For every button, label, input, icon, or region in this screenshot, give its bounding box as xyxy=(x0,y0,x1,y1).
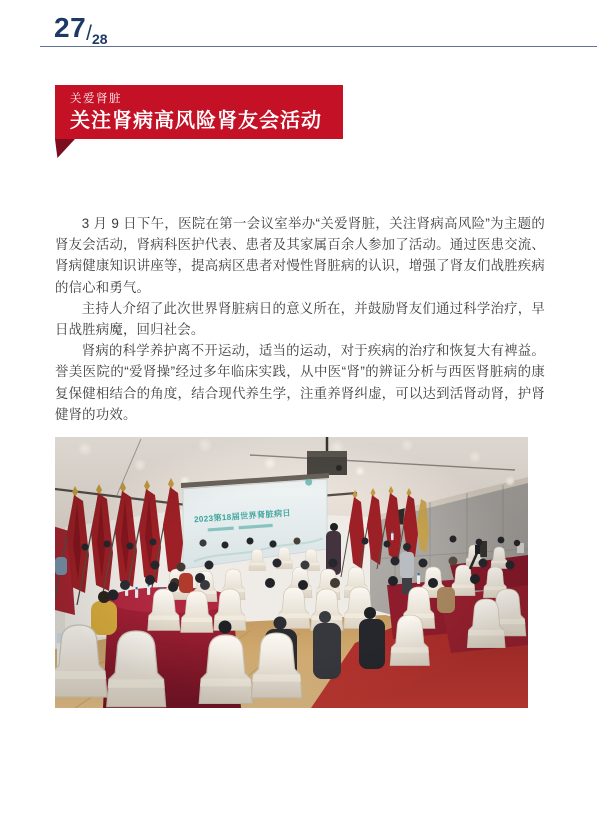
header-rule xyxy=(40,46,597,47)
page-number xyxy=(54,12,108,47)
banner-eyebrow: 关爱肾脏 xyxy=(70,93,122,105)
banner-fold-triangle xyxy=(55,139,75,158)
article-paragraph: 3 月 9 日下午，医院在第一会议室举办“关爱肾脏，关注肾病高风险”为主题的肾友会活动，肾病科医护代表、患者及其家属百余人参加了活动。通过医患交流、肾病健康知识讲座等，提高病区患者对慢性肾脏病的认识，增强了肾友们战胜疾病的信心和勇气。 xyxy=(55,216,545,295)
page-number-separator: / xyxy=(86,22,92,45)
photo-vignette xyxy=(55,437,528,708)
event-photo xyxy=(55,437,528,708)
title-banner xyxy=(55,85,343,139)
article-body xyxy=(55,213,545,425)
page-number-total: 28 xyxy=(92,31,108,47)
article-paragraph: 肾病的科学养护离不开运动，适当的运动，对于疾病的治疗和恢复大有裨益。誉美医院的“爱肾操”经过多年临床实践，从中医“肾”的辨证分析与西医肾脏病的康复保健相结合的角度，结合现代养生学，注重养肾纠虚，可以达到活肾动肾，护肾健肾的功效。 xyxy=(55,343,545,422)
page-number-current: 27 xyxy=(54,12,87,43)
article-paragraph: 主持人介绍了此次世界肾脏病日的意义所在，并鼓励肾友们通过科学治疗，早日战胜病魔，回归社会。 xyxy=(55,300,545,338)
banner-title: 关注肾病高风险肾友会活动 xyxy=(70,110,322,132)
conference-room-scene xyxy=(55,437,528,708)
